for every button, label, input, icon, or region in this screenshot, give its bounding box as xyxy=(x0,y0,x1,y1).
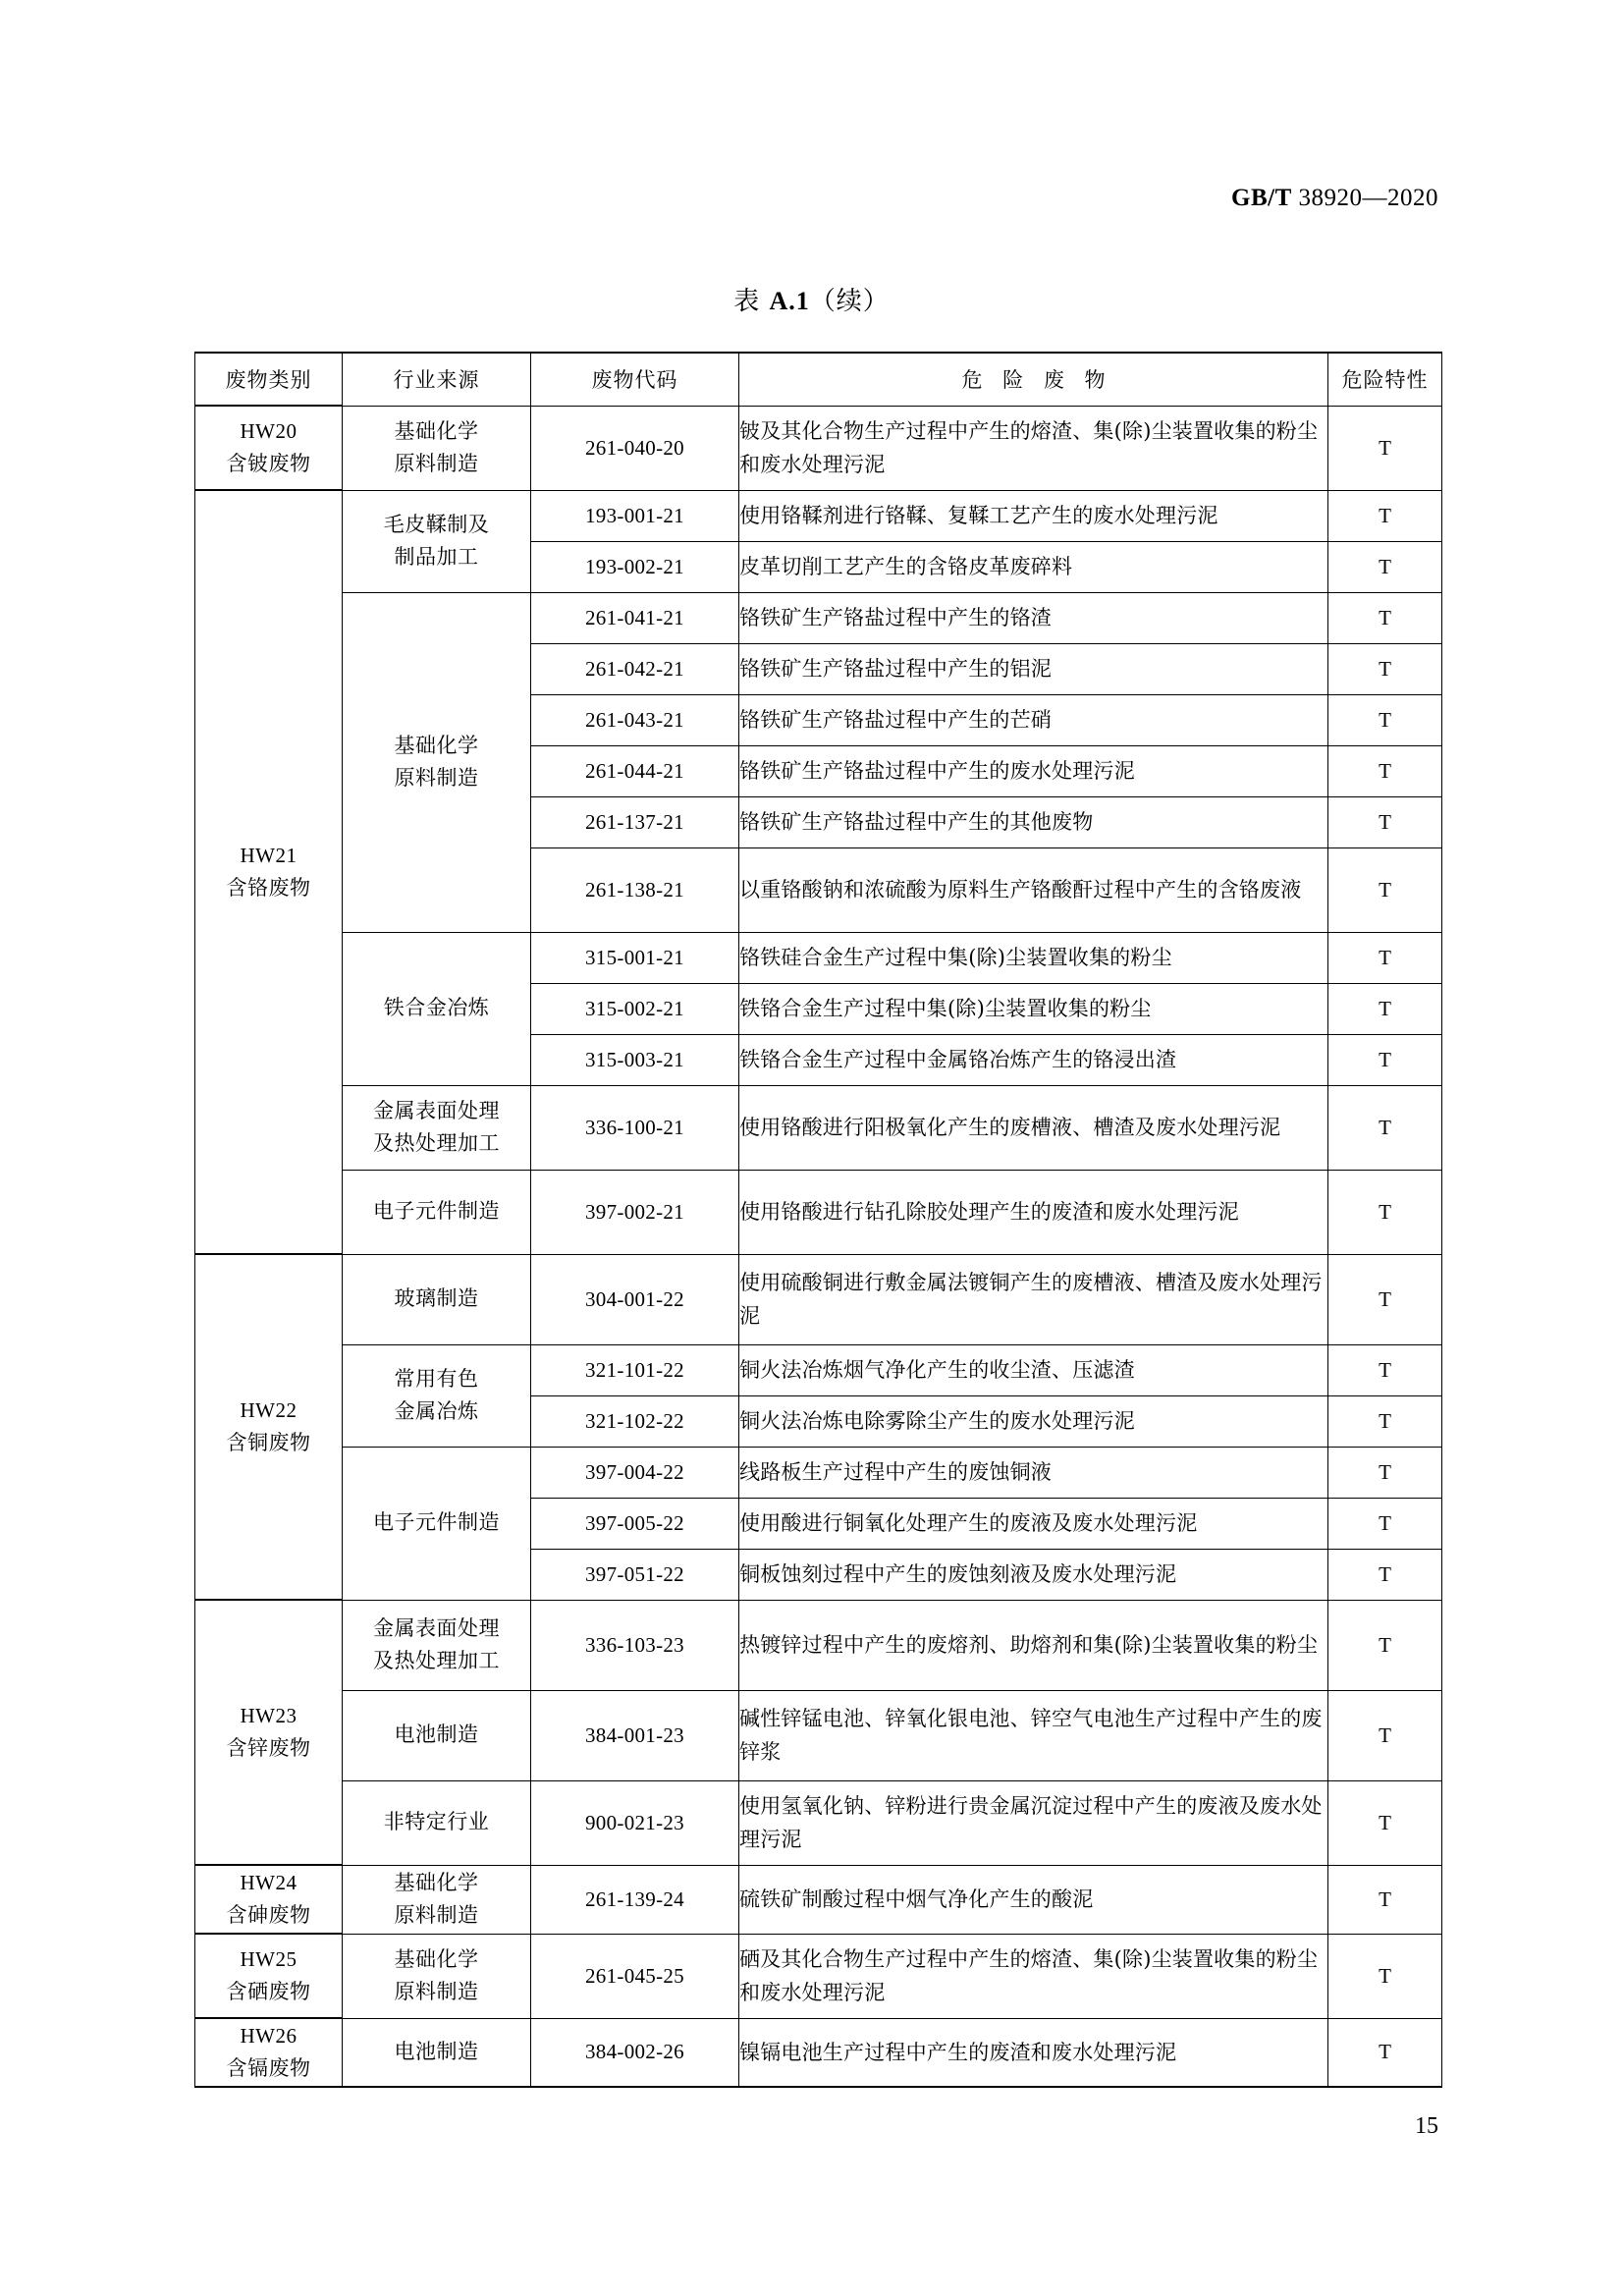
column-header-category: 废物类别 xyxy=(195,353,343,406)
waste-code-cell: 193-002-21 xyxy=(531,541,739,592)
hazardous-waste-description-cell: 使用氢氧化钠、锌粉进行贵金属沉淀过程中产生的废液及废水处理污泥 xyxy=(739,1780,1328,1865)
industry-source-line1: 玻璃制造 xyxy=(394,1286,479,1311)
hazard-property-cell: T xyxy=(1328,643,1442,694)
hazardous-waste-description-cell: 使用酸进行铜氧化处理产生的废液及废水处理污泥 xyxy=(739,1498,1328,1549)
industry-source-line2: 及热处理加工 xyxy=(373,1131,500,1155)
waste-code-cell: 261-043-21 xyxy=(531,694,739,745)
hazardous-waste-description-cell: 使用铬鞣剂进行铬鞣、复鞣工艺产生的废水处理污泥 xyxy=(739,490,1328,541)
hazardous-waste-description-cell: 热镀锌过程中产生的废熔剂、助熔剂和集(除)尘装置收集的粉尘 xyxy=(739,1600,1328,1690)
hazardous-waste-description-cell: 铬铁矿生产铬盐过程中产生的芒硝 xyxy=(739,694,1328,745)
waste-code-cell: 261-138-21 xyxy=(531,847,739,932)
industry-source-cell xyxy=(343,1865,531,1934)
caption-suffix: （续） xyxy=(809,287,890,316)
hazardous-waste-description-cell: 铬铁矿生产铬盐过程中产生的铬渣 xyxy=(739,592,1328,643)
hazard-property-cell: T xyxy=(1328,1934,1442,2018)
industry-source-line2: 及热处理加工 xyxy=(373,1649,500,1672)
waste-category-code: HW24 xyxy=(240,1870,298,1894)
standard-number: 38920—2020 xyxy=(1298,185,1438,211)
industry-source-cell xyxy=(343,1600,531,1690)
waste-code-cell: 304-001-22 xyxy=(531,1254,739,1344)
waste-category-cell xyxy=(195,1254,343,1600)
waste-category-name: 含砷废物 xyxy=(226,1903,311,1927)
waste-code-cell: 336-103-23 xyxy=(531,1600,739,1690)
hazard-property-cell: T xyxy=(1328,541,1442,592)
hazardous-waste-description-cell: 铜火法冶炼烟气净化产生的收尘渣、压滤渣 xyxy=(739,1344,1328,1395)
waste-code-cell: 321-101-22 xyxy=(531,1344,739,1395)
hazardous-waste-description-cell: 镍镉电池生产过程中产生的废渣和废水处理污泥 xyxy=(739,2018,1328,2087)
industry-source-cell xyxy=(343,1170,531,1254)
hazard-property-cell: T xyxy=(1328,745,1442,796)
industry-source-cell xyxy=(343,1254,531,1344)
industry-source-line2: 原料制造 xyxy=(394,766,479,790)
hazard-property-cell: T xyxy=(1328,1600,1442,1690)
table-row xyxy=(195,592,1442,643)
table-row xyxy=(195,1447,1442,1498)
waste-category-code: HW22 xyxy=(240,1397,298,1422)
industry-source-line1: 电池制造 xyxy=(394,2040,479,2064)
waste-code-cell: 261-042-21 xyxy=(531,643,739,694)
industry-source-line1: 毛皮鞣制及 xyxy=(383,512,490,536)
hazardous-waste-description-cell: 铬铁矿生产铬盐过程中产生的其他废物 xyxy=(739,796,1328,847)
hazardous-waste-description-cell: 铁铬合金生产过程中金属铬冶炼产生的铬浸出渣 xyxy=(739,1034,1328,1085)
table-body xyxy=(195,406,1442,2087)
waste-category-cell xyxy=(195,406,343,490)
waste-code-cell: 315-003-21 xyxy=(531,1034,739,1085)
waste-code-cell: 900-021-23 xyxy=(531,1780,739,1865)
hazardous-waste-description-cell: 铬铁硅合金生产过程中集(除)尘装置收集的粉尘 xyxy=(739,932,1328,983)
hazard-property-cell: T xyxy=(1328,1549,1442,1600)
table-caption xyxy=(0,281,1623,317)
waste-code-cell: 261-137-21 xyxy=(531,796,739,847)
industry-source-line1: 基础化学 xyxy=(394,1946,479,1971)
table-row xyxy=(195,1170,1442,1254)
table-row xyxy=(195,1780,1442,1865)
waste-code-cell: 397-005-22 xyxy=(531,1498,739,1549)
hazard-property-cell: T xyxy=(1328,2018,1442,2087)
table-row xyxy=(195,932,1442,983)
waste-code-cell: 261-041-21 xyxy=(531,592,739,643)
column-header-property: 危险特性 xyxy=(1328,353,1442,406)
hazard-property-cell: T xyxy=(1328,1395,1442,1447)
industry-source-cell xyxy=(343,2018,531,2087)
waste-category-cell xyxy=(195,490,343,1254)
hazard-property-cell: T xyxy=(1328,932,1442,983)
industry-source-cell xyxy=(343,1780,531,1865)
waste-category-name: 含铜废物 xyxy=(226,1431,311,1454)
caption-number: A.1 xyxy=(769,287,810,315)
hazardous-waste-description-cell: 铬铁矿生产铬盐过程中产生的铝泥 xyxy=(739,643,1328,694)
waste-category-code: HW26 xyxy=(240,2023,298,2048)
hazardous-waste-description-cell: 以重铬酸钠和浓硫酸为原料生产铬酸酐过程中产生的含铬废液 xyxy=(739,847,1328,932)
hazard-property-cell: T xyxy=(1328,490,1442,541)
table-row xyxy=(195,1254,1442,1344)
waste-category-name: 含硒废物 xyxy=(226,1980,311,2003)
industry-source-line1: 金属表面处理 xyxy=(373,1098,500,1122)
hazardous-waste-description-cell: 铜火法冶炼电除雾除尘产生的废水处理污泥 xyxy=(739,1395,1328,1447)
waste-code-cell: 397-004-22 xyxy=(531,1447,739,1498)
hazard-property-cell: T xyxy=(1328,1170,1442,1254)
table-row xyxy=(195,490,1442,541)
industry-source-cell xyxy=(343,490,531,592)
hazard-property-cell: T xyxy=(1328,1498,1442,1549)
column-header-industry: 行业来源 xyxy=(343,353,531,406)
industry-source-cell xyxy=(343,406,531,490)
hazardous-waste-description-cell: 硒及其化合物生产过程中产生的熔渣、集(除)尘装置收集的粉尘和废水处理污泥 xyxy=(739,1934,1328,2018)
hazard-property-cell: T xyxy=(1328,1254,1442,1344)
table-row xyxy=(195,1600,1442,1690)
waste-category-name: 含铍废物 xyxy=(226,452,311,475)
industry-source-line2: 原料制造 xyxy=(394,1980,479,2003)
industry-source-line2: 制品加工 xyxy=(394,545,479,569)
hazard-property-cell: T xyxy=(1328,406,1442,490)
hazard-property-cell: T xyxy=(1328,694,1442,745)
hazard-property-cell: T xyxy=(1328,983,1442,1034)
waste-category-code: HW23 xyxy=(240,1703,298,1727)
industry-source-cell xyxy=(343,932,531,1085)
hazard-property-cell: T xyxy=(1328,1344,1442,1395)
waste-code-cell: 336-100-21 xyxy=(531,1085,739,1170)
table-header xyxy=(195,353,1442,406)
industry-source-line1: 基础化学 xyxy=(394,418,479,443)
hazard-property-cell: T xyxy=(1328,1034,1442,1085)
waste-category-name: 含铬废物 xyxy=(226,876,311,900)
waste-code-cell: 384-001-23 xyxy=(531,1690,739,1780)
waste-category-cell xyxy=(195,2018,343,2087)
industry-source-line1: 基础化学 xyxy=(394,1870,479,1894)
hazardous-waste-description-cell: 铬铁矿生产铬盐过程中产生的废水处理污泥 xyxy=(739,745,1328,796)
waste-category-code: HW20 xyxy=(240,418,298,443)
table-row xyxy=(195,2018,1442,2087)
industry-source-cell xyxy=(343,1447,531,1600)
table-header-row xyxy=(195,353,1442,406)
waste-code-cell: 384-002-26 xyxy=(531,2018,739,2087)
waste-code-cell: 261-139-24 xyxy=(531,1865,739,1934)
table-row xyxy=(195,406,1442,490)
hazard-property-cell: T xyxy=(1328,1690,1442,1780)
industry-source-cell xyxy=(343,1934,531,2018)
waste-category-cell xyxy=(195,1600,343,1865)
table-row xyxy=(195,1934,1442,2018)
industry-source-line1: 铁合金冶炼 xyxy=(383,996,490,1020)
industry-source-line2: 原料制造 xyxy=(394,1903,479,1927)
hazardous-waste-description-cell: 铍及其化合物生产过程中产生的熔渣、集(除)尘装置收集的粉尘和废水处理污泥 xyxy=(739,406,1328,490)
waste-category-cell xyxy=(195,1865,343,1934)
industry-source-line1: 电子元件制造 xyxy=(373,1199,500,1224)
hazardous-waste-table-container xyxy=(194,352,1441,2088)
hazard-property-cell: T xyxy=(1328,1447,1442,1498)
hazard-property-cell: T xyxy=(1328,1865,1442,1934)
hazardous-waste-description-cell: 线路板生产过程中产生的废蚀铜液 xyxy=(739,1447,1328,1498)
document-header xyxy=(1231,185,1438,212)
column-header-waste: 危 险 废 物 xyxy=(739,353,1328,406)
industry-source-line1: 非特定行业 xyxy=(383,1810,490,1834)
waste-code-cell: 261-045-25 xyxy=(531,1934,739,2018)
industry-source-line1: 基础化学 xyxy=(394,733,479,757)
hazardous-waste-description-cell: 碱性锌锰电池、锌氧化银电池、锌空气电池生产过程中产生的废锌浆 xyxy=(739,1690,1328,1780)
industry-source-line1: 电池制造 xyxy=(394,1722,479,1747)
hazardous-waste-description-cell: 使用铬酸进行钻孔除胶处理产生的废渣和废水处理污泥 xyxy=(739,1170,1328,1254)
hazard-property-cell: T xyxy=(1328,796,1442,847)
column-header-code: 废物代码 xyxy=(531,353,739,406)
hazardous-waste-description-cell: 硫铁矿制酸过程中烟气净化产生的酸泥 xyxy=(739,1865,1328,1934)
industry-source-line1: 电子元件制造 xyxy=(373,1510,500,1535)
industry-source-cell xyxy=(343,1344,531,1447)
table-row xyxy=(195,1865,1442,1934)
waste-category-name: 含镉废物 xyxy=(226,2056,311,2080)
hazardous-waste-description-cell: 使用铬酸进行阳极氧化产生的废槽液、槽渣及废水处理污泥 xyxy=(739,1085,1328,1170)
hazard-property-cell: T xyxy=(1328,1085,1442,1170)
industry-source-line2: 金属冶炼 xyxy=(394,1399,479,1423)
standard-prefix: GB/T xyxy=(1231,185,1292,211)
hazard-property-cell: T xyxy=(1328,592,1442,643)
hazardous-waste-table xyxy=(194,352,1442,2088)
waste-code-cell: 261-044-21 xyxy=(531,745,739,796)
table-row xyxy=(195,1085,1442,1170)
industry-source-cell xyxy=(343,592,531,932)
industry-source-line1: 金属表面处理 xyxy=(373,1615,500,1640)
waste-code-cell: 315-001-21 xyxy=(531,932,739,983)
industry-source-line2: 原料制造 xyxy=(394,452,479,475)
hazard-property-cell: T xyxy=(1328,847,1442,932)
industry-source-cell xyxy=(343,1085,531,1170)
hazardous-waste-description-cell: 使用硫酸铜进行敷金属法镀铜产生的废槽液、槽渣及废水处理污泥 xyxy=(739,1254,1328,1344)
caption-prefix: 表 xyxy=(733,287,761,316)
hazardous-waste-description-cell: 铜板蚀刻过程中产生的废蚀刻液及废水处理污泥 xyxy=(739,1549,1328,1600)
waste-category-code: HW21 xyxy=(240,843,298,867)
industry-source-line1: 常用有色 xyxy=(394,1366,479,1391)
waste-code-cell: 315-002-21 xyxy=(531,983,739,1034)
waste-category-cell xyxy=(195,1934,343,2018)
hazardous-waste-description-cell: 皮革切削工艺产生的含铬皮革废碎料 xyxy=(739,541,1328,592)
waste-code-cell: 261-040-20 xyxy=(531,406,739,490)
page-number: 15 xyxy=(1415,2113,1438,2139)
industry-source-cell xyxy=(343,1690,531,1780)
table-row xyxy=(195,1690,1442,1780)
table-row xyxy=(195,1344,1442,1395)
waste-category-name: 含锌废物 xyxy=(226,1736,311,1760)
waste-code-cell: 321-102-22 xyxy=(531,1395,739,1447)
hazardous-waste-description-cell: 铁铬合金生产过程中集(除)尘装置收集的粉尘 xyxy=(739,983,1328,1034)
waste-code-cell: 397-051-22 xyxy=(531,1549,739,1600)
waste-code-cell: 397-002-21 xyxy=(531,1170,739,1254)
hazard-property-cell: T xyxy=(1328,1780,1442,1865)
waste-category-code: HW25 xyxy=(240,1946,298,1971)
waste-code-cell: 193-001-21 xyxy=(531,490,739,541)
